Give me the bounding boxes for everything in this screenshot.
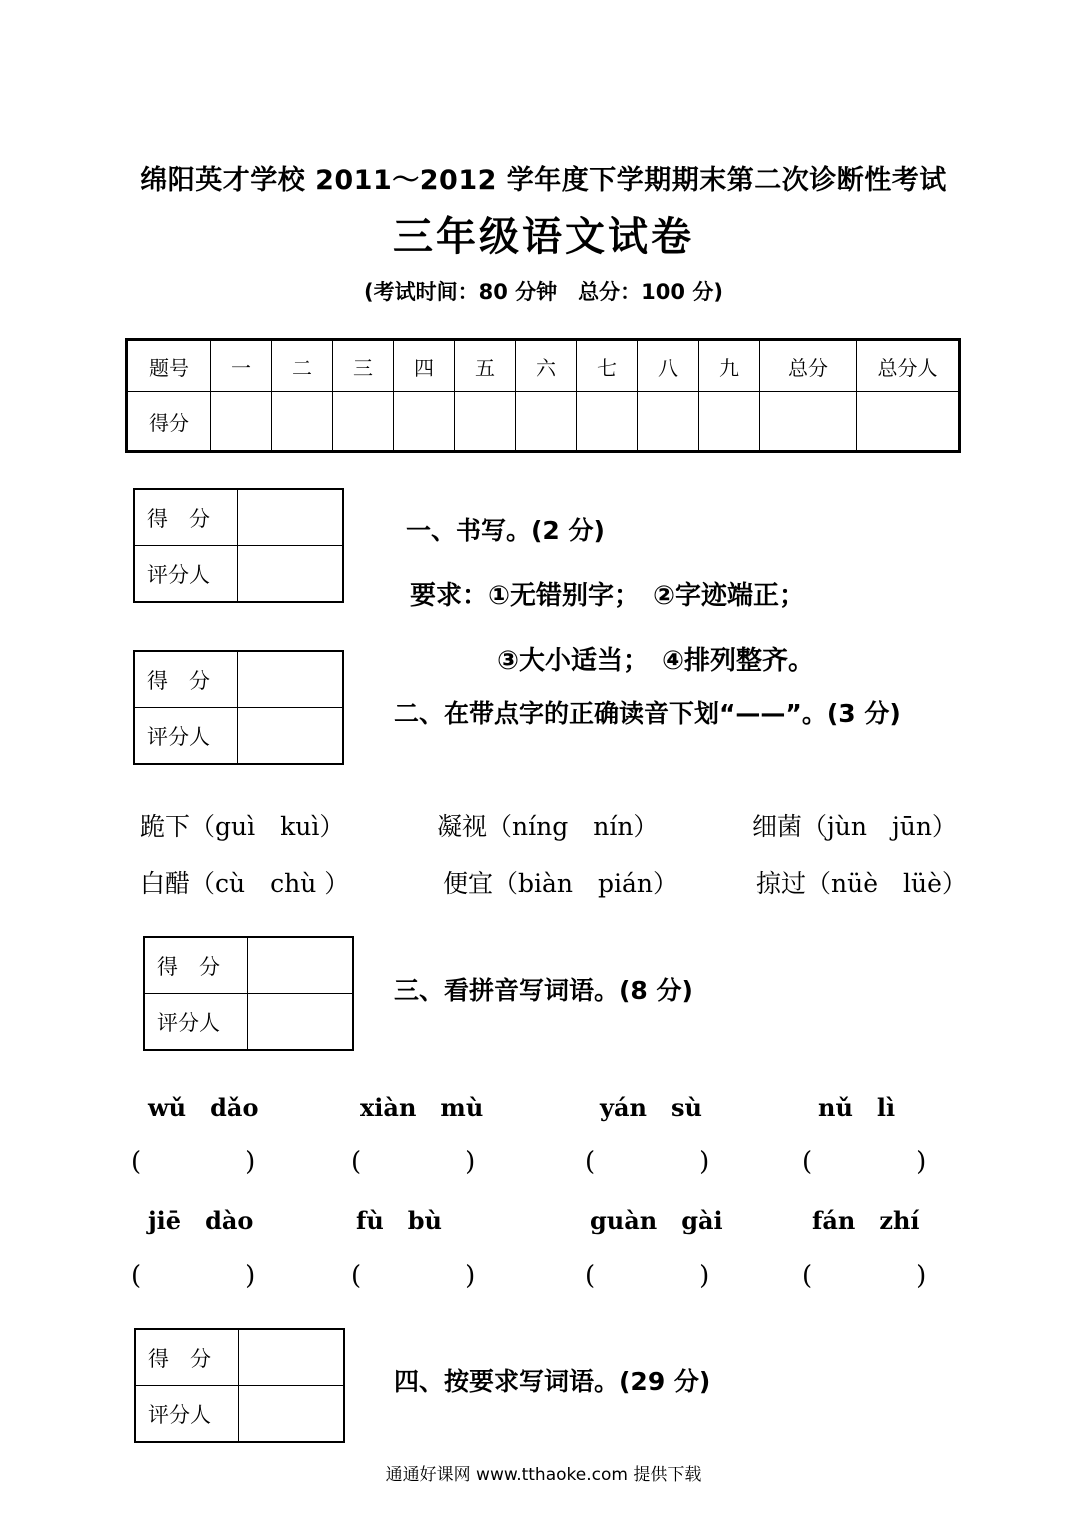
score-value-cell[interactable]	[238, 651, 344, 708]
pinyin-options[interactable]: （cù chù ）	[190, 869, 350, 898]
answer-blank[interactable]: ( )	[351, 1261, 476, 1291]
grade-box-section3	[143, 936, 354, 1051]
score-label: 得 分	[144, 937, 248, 994]
pinyin-prompt: nǔ lì	[818, 1093, 896, 1122]
pinyin-prompt: fán zhí	[812, 1206, 920, 1235]
pinyin-question	[140, 864, 349, 900]
pinyin-question	[140, 807, 344, 843]
score-cell[interactable]	[577, 392, 638, 452]
footer-credit: 通通好课网 www.tthaoke.com 提供下载	[385, 1465, 702, 1485]
score-cell[interactable]	[857, 392, 960, 452]
answer-blank[interactable]: ( )	[585, 1147, 710, 1177]
score-cell[interactable]	[333, 392, 394, 452]
question-word: 掠过	[756, 869, 807, 898]
pinyin-question	[756, 864, 967, 900]
pinyin-prompt: yán sù	[600, 1093, 702, 1122]
pinyin-prompt: guàn gài	[590, 1206, 723, 1235]
pinyin-prompt: fù bù	[356, 1206, 443, 1235]
section1-requirement-1: 要求：①无错别字； ②字迹端正；	[410, 581, 806, 611]
grader-label: 评分人	[144, 994, 248, 1051]
score-cell[interactable]	[516, 392, 577, 452]
grader-value-cell[interactable]	[238, 546, 344, 603]
score-table-score-row	[127, 392, 960, 452]
score-label: 得 分	[135, 1329, 239, 1386]
header-cell: 总分人	[857, 340, 960, 392]
grade-box-section2	[133, 650, 344, 765]
section1-requirement-2: ③大小适当； ④排列整齐。	[497, 646, 815, 676]
header-cell: 九	[699, 340, 760, 392]
score-cell[interactable]	[638, 392, 699, 452]
section4-heading: 四、按要求写词语。(29 分)	[394, 1367, 711, 1396]
header-cell: 六	[516, 340, 577, 392]
header-cell: 三	[333, 340, 394, 392]
answer-blank[interactable]: ( )	[351, 1147, 476, 1177]
pinyin-options[interactable]: （níng nín）	[487, 812, 659, 841]
pinyin-prompt: wǔ dǎo	[148, 1093, 259, 1122]
header-cell: 二	[272, 340, 333, 392]
score-cell[interactable]	[394, 392, 455, 452]
header-cell: 总分	[760, 340, 857, 392]
grade-box-section1	[133, 488, 344, 603]
score-label: 得 分	[134, 651, 238, 708]
score-table	[125, 338, 961, 453]
question-word: 细菌	[752, 812, 803, 841]
score-value-cell[interactable]	[238, 489, 344, 546]
header-cell: 一	[211, 340, 272, 392]
page-title: 三年级语文试卷	[393, 214, 694, 260]
score-label: 得 分	[134, 489, 238, 546]
score-value-cell[interactable]	[248, 937, 354, 994]
question-word: 凝视	[437, 812, 488, 841]
score-cell[interactable]	[272, 392, 333, 452]
school-line: 绵阳英才学校 2011～2012 学年度下学期期末第二次诊断性考试	[140, 165, 947, 196]
pinyin-options[interactable]: （jùn jūn）	[802, 812, 957, 841]
question-word: 跪下	[140, 812, 191, 841]
header-cell: 八	[638, 340, 699, 392]
header-cell: 七	[577, 340, 638, 392]
pinyin-prompt: jiē dào	[148, 1206, 254, 1235]
score-cell[interactable]	[211, 392, 272, 452]
answer-blank[interactable]: ( )	[802, 1147, 927, 1177]
pinyin-question	[443, 864, 678, 900]
question-word: 便宜	[443, 869, 494, 898]
exam-info: (考试时间：80 分钟 总分：100 分)	[364, 280, 723, 304]
section3-heading: 三、看拼音写词语。(8 分)	[394, 976, 693, 1005]
section1-heading: 一、书写。(2 分)	[406, 516, 605, 545]
score-table-header-row	[127, 340, 960, 392]
grader-value-cell[interactable]	[238, 708, 344, 765]
answer-blank[interactable]: ( )	[131, 1147, 256, 1177]
pinyin-options[interactable]: （guì kuì）	[190, 812, 345, 841]
header-cell: 四	[394, 340, 455, 392]
grader-label: 评分人	[134, 708, 238, 765]
pinyin-question	[752, 807, 957, 843]
question-word: 白醋	[140, 869, 191, 898]
grader-label: 评分人	[135, 1386, 239, 1443]
pinyin-options[interactable]: （nüè lüè）	[806, 869, 967, 898]
answer-blank[interactable]: ( )	[585, 1261, 710, 1291]
score-row-label: 得分	[127, 392, 211, 452]
score-value-cell[interactable]	[239, 1329, 345, 1386]
header-cell: 题号	[127, 340, 211, 392]
grader-value-cell[interactable]	[248, 994, 354, 1051]
pinyin-question	[437, 807, 658, 843]
section2-heading: 二、在带点字的正确读音下划“——”。(3 分)	[394, 699, 901, 728]
header-cell: 五	[455, 340, 516, 392]
grade-box-section4	[134, 1328, 345, 1443]
pinyin-prompt: xiàn mù	[360, 1093, 484, 1122]
pinyin-options[interactable]: （biàn pián）	[493, 869, 679, 898]
grader-value-cell[interactable]	[239, 1386, 345, 1443]
answer-blank[interactable]: ( )	[802, 1261, 927, 1291]
score-cell[interactable]	[455, 392, 516, 452]
score-cell[interactable]	[699, 392, 760, 452]
answer-blank[interactable]: ( )	[131, 1261, 256, 1291]
score-cell[interactable]	[760, 392, 857, 452]
grader-label: 评分人	[134, 546, 238, 603]
